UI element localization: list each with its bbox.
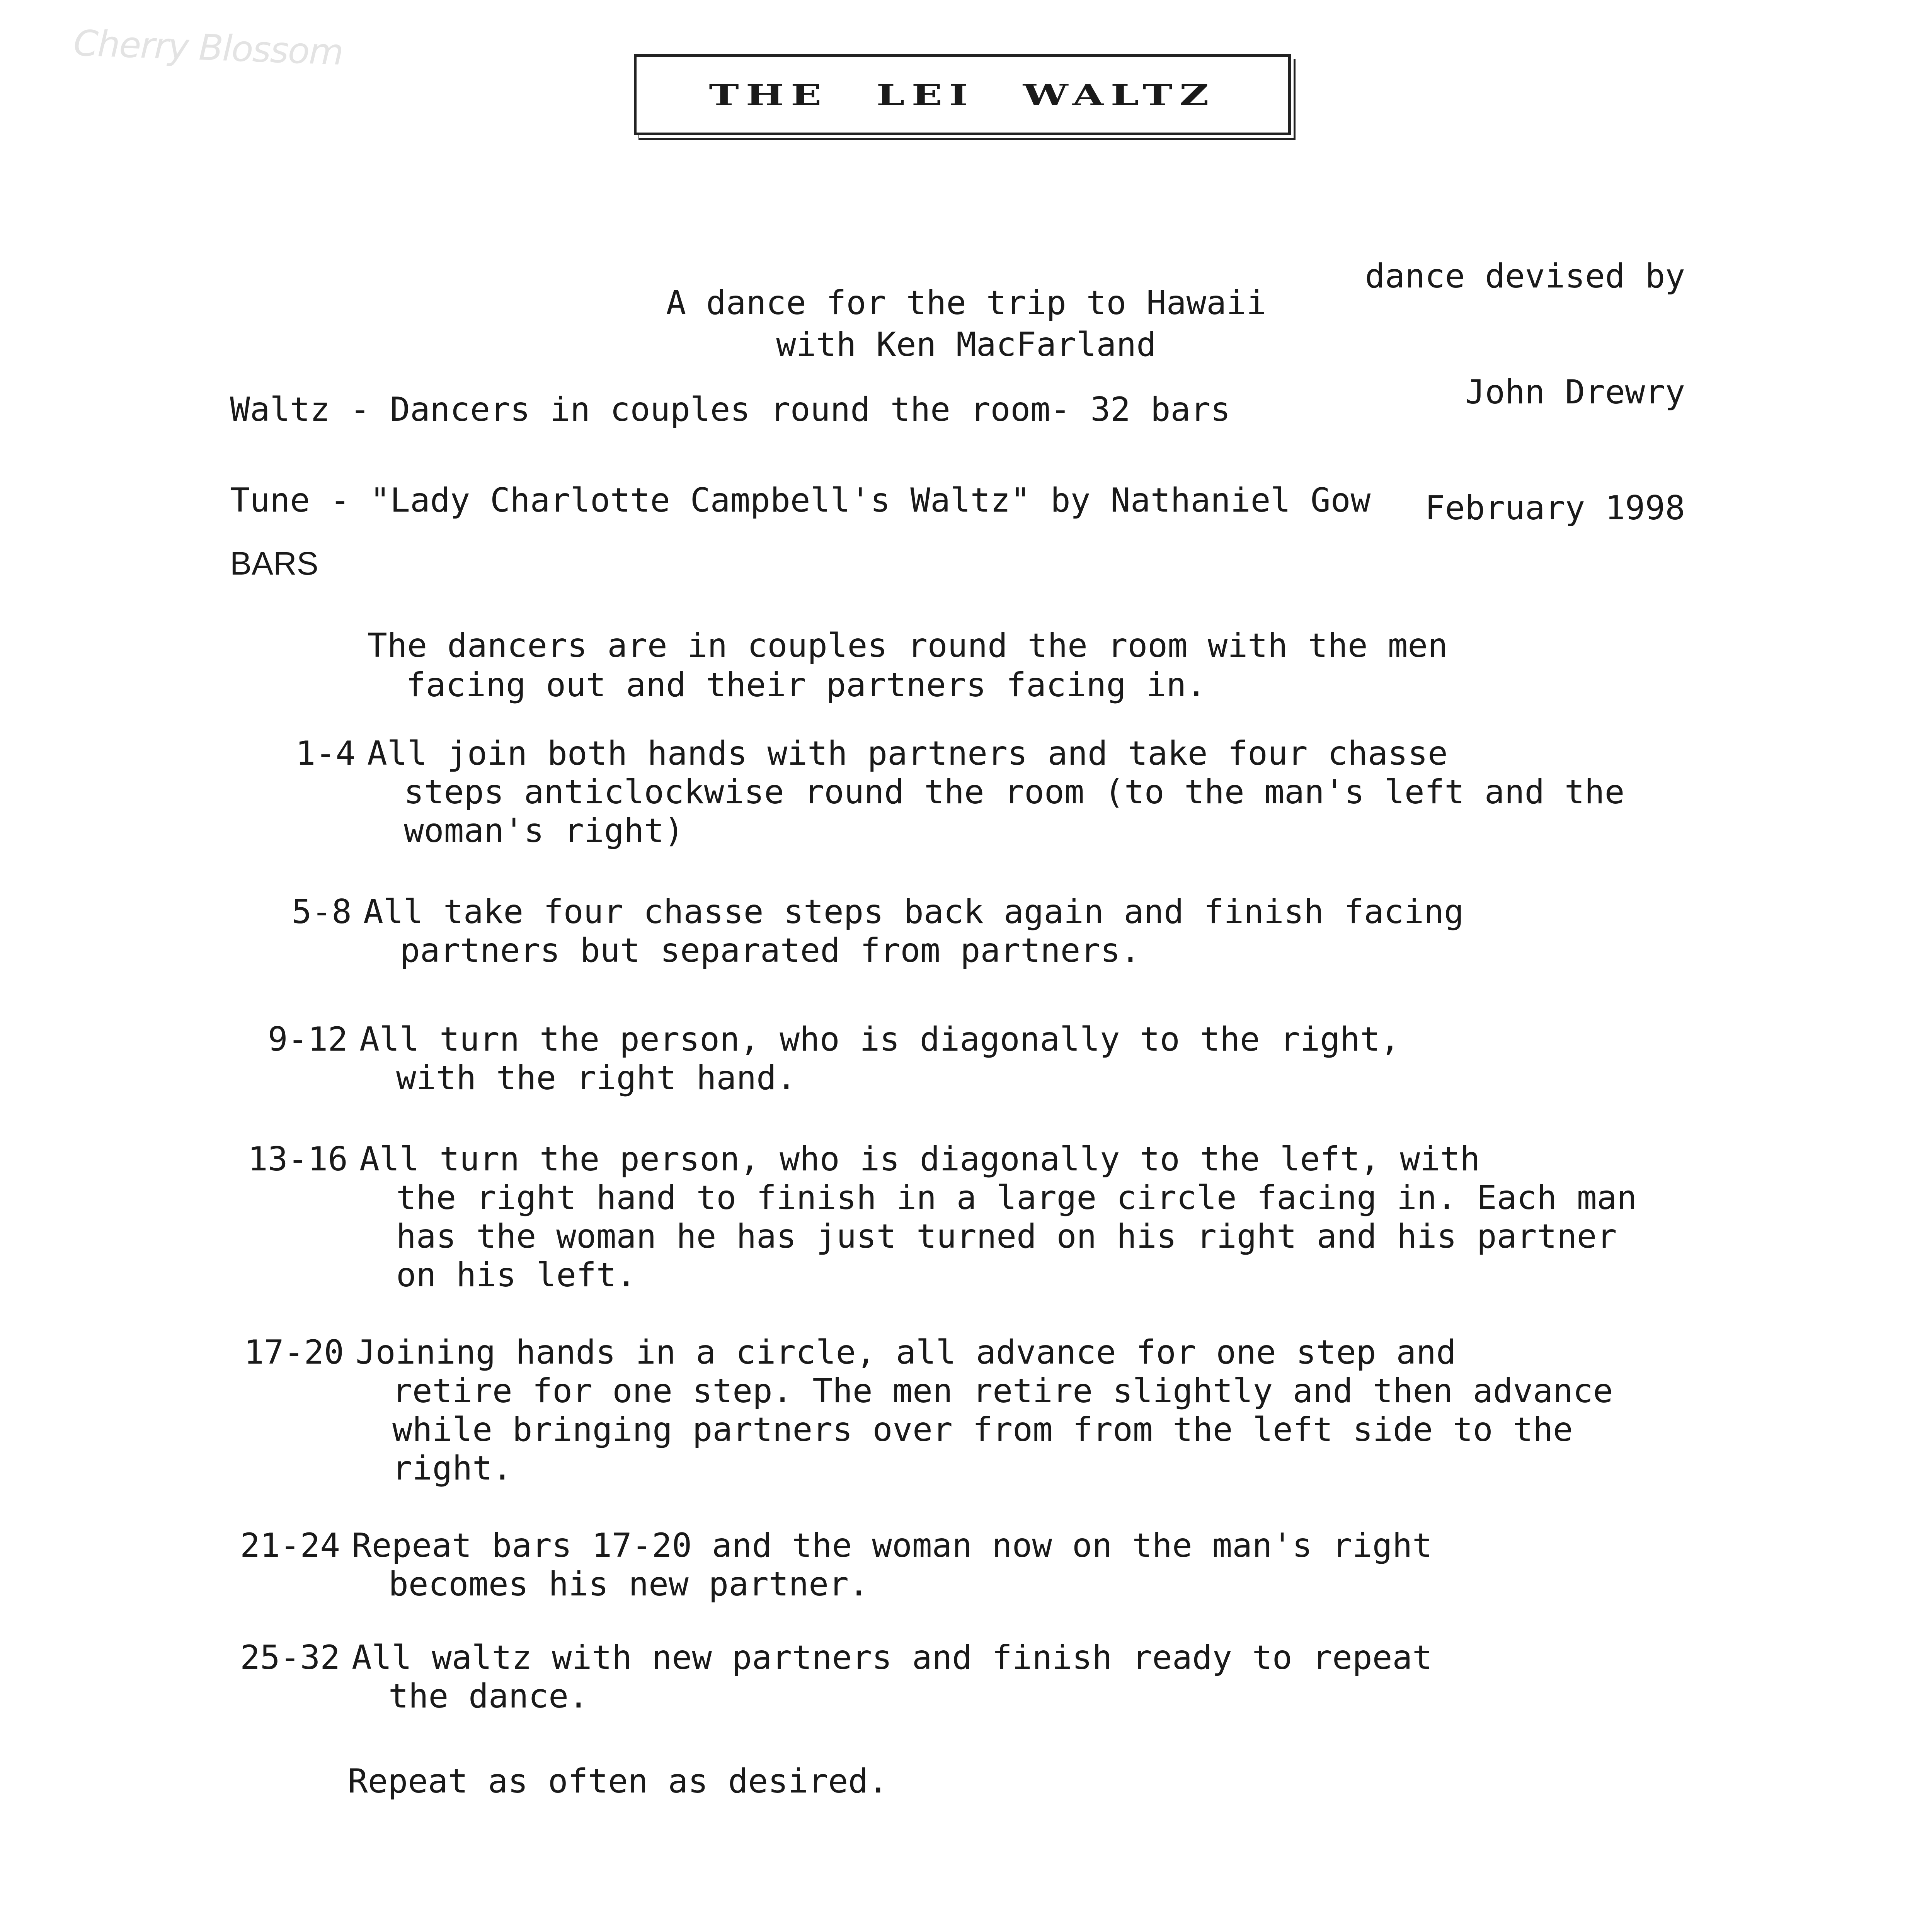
step-text [352, 1638, 1666, 1716]
subtitle-block [502, 282, 1430, 366]
waltz-description: Waltz - Dancers in couples round the room- 32 bars [230, 390, 1231, 429]
step-text [359, 1140, 1674, 1294]
step-text-rest: retire for one step. The men retire slightly and then advance while bringing partners over from from the left side to the right. [392, 1372, 1613, 1488]
step-text-first: All waltz with new partners and finish ready to repeat [352, 1638, 1432, 1677]
subtitle-line-1: A dance for the trip to Hawaii [666, 284, 1267, 322]
step-text [352, 1526, 1666, 1604]
step-text-rest: partners but separated from partners. [400, 931, 1141, 970]
step-text-rest: the right hand to finish in a large circle facing in. Each man has the woman he has just turned on his right and his partner on his left. [396, 1179, 1637, 1294]
step-text-first: All turn the person, who is diagonally to the right, [359, 1020, 1400, 1059]
step-text-rest: steps anticlockwise round the room (to the man's left and the woman's right) [404, 773, 1625, 850]
step-text-first: All take four chasse steps back again and finish facing [363, 893, 1464, 931]
credit-block [1365, 180, 1685, 605]
step-text-rest: with the right hand. [396, 1059, 797, 1097]
step-bars: 5-8 [291, 893, 352, 931]
step-text [363, 893, 1677, 970]
step-text-rest: the dance. [388, 1677, 589, 1716]
step-bars: 1-4 [295, 734, 356, 773]
credit-author: John Drewry [1465, 373, 1685, 412]
title-box [634, 54, 1291, 135]
step-bars: 21-24 [240, 1526, 340, 1565]
step-text-first: Joining hands in a circle, all advance for one step and [356, 1333, 1456, 1372]
credit-date: February 1998 [1425, 489, 1685, 527]
closing-line: Repeat as often as desired. [348, 1762, 888, 1801]
margin-note: Cherry Blossom [73, 22, 344, 73]
step-text-rest: becomes his new partner. [388, 1565, 869, 1604]
step-bars: 17-20 [244, 1333, 344, 1372]
step-text [356, 1333, 1670, 1488]
step-text-first: Repeat bars 17-20 and the woman now on the man's right [352, 1526, 1432, 1565]
step-bars: 13-16 [248, 1140, 348, 1179]
step-text-first: All turn the person, who is diagonally to the left, with [359, 1140, 1480, 1179]
page-title: THE LEI WALTZ [709, 77, 1216, 112]
step-bars: 9-12 [267, 1020, 348, 1059]
subtitle-line-2: with Ken MacFarland [776, 325, 1156, 364]
tune-description: Tune - "Lady Charlotte Campbell's Waltz" by Nathaniel Gow [230, 481, 1371, 520]
bars-heading: BARS [230, 545, 318, 582]
intro-paragraph [367, 626, 1681, 705]
intro-line-1: The dancers are in couples round the room with the men [367, 626, 1448, 665]
step-bars: 25-32 [240, 1638, 340, 1677]
intro-line-2: facing out and their partners facing in. [406, 666, 1207, 704]
step-text [359, 1020, 1674, 1097]
credit-line-1: dance devised by [1365, 257, 1685, 296]
step-text-first: All join both hands with partners and take four chasse [367, 734, 1448, 773]
step-text [367, 734, 1681, 850]
